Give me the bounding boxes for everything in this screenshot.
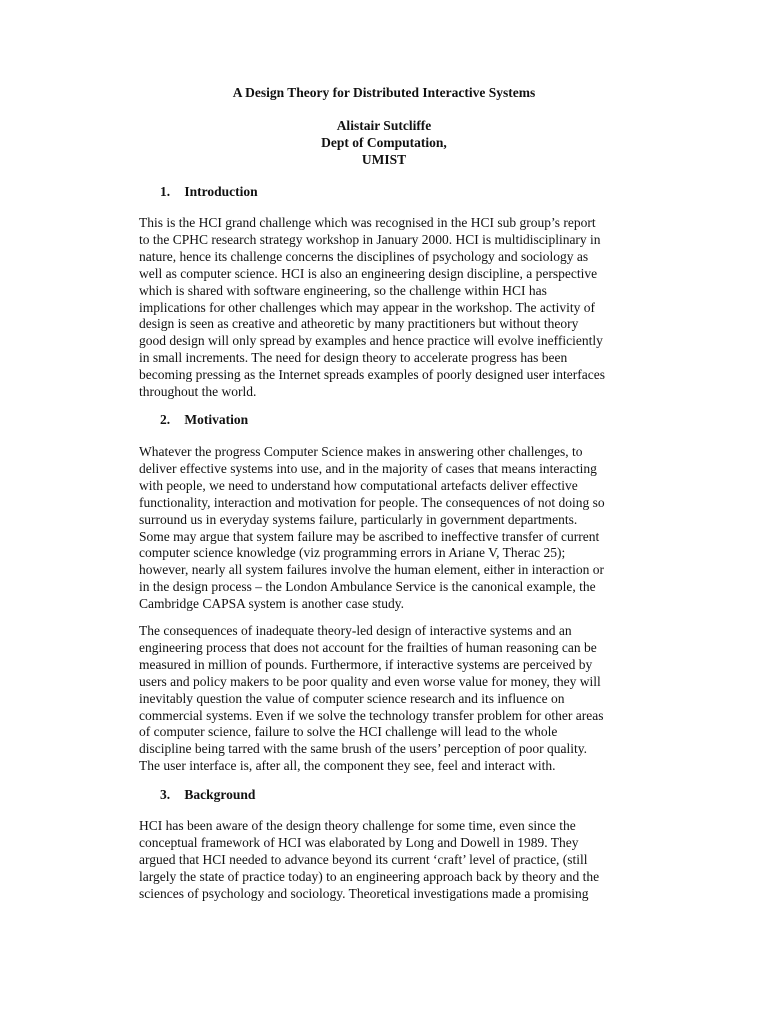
text-line: design is seen as creative and atheoretic by many practitioners but without theory <box>139 316 579 332</box>
text-line: inevitably question the value of computer science research and its influence on <box>139 690 565 706</box>
text-line: computer science knowledge (viz programming errors in Ariane V, Therac 25); <box>139 545 566 561</box>
affiliation-department: Dept of Computation, <box>321 135 447 150</box>
text-line: sciences of psychology and sociology. Theoretical investigations made a promising <box>139 885 589 901</box>
text-line: deliver effective systems into use, and in the majority of cases that means interacting <box>139 460 597 476</box>
text-line: conceptual framework of HCI was elaborated by Long and Dowell in 1989. They <box>139 834 579 850</box>
section-heading-introduction <box>160 183 258 200</box>
section-number: 2. <box>160 412 171 427</box>
text-line: throughout the world. <box>139 384 257 400</box>
text-line: commercial systems. Even if we solve the technology transfer problem for other areas <box>139 707 604 723</box>
text-line: nature, hence its challenge concerns the disciplines of psychology and sociology as <box>139 248 589 264</box>
section-heading-motivation <box>160 411 248 428</box>
text-line: discipline being tarred with the same brush of the users’ perception of poor quality. <box>139 741 587 757</box>
text-line: becoming pressing as the Internet spreads examples of poorly designed user interfaces <box>139 367 605 383</box>
section-title: Background <box>184 787 256 802</box>
text-line: measured in million of pounds. Furthermore, if interactive systems are perceived by <box>139 656 593 672</box>
section-number: 1. <box>160 184 171 199</box>
text-line: The user interface is, after all, the component they see, feel and interact with. <box>139 758 556 774</box>
motivation-paragraph-1 <box>139 444 639 613</box>
text-line: with people, we need to understand how computational artefacts deliver effective <box>139 477 578 493</box>
text-line: well as computer science. HCI is also an engineering design discipline, a perspective <box>139 265 598 281</box>
text-line: however, nearly all system failures involve the human element, either in interaction or <box>139 562 605 578</box>
text-line: This is the HCI grand challenge which was recognised in the HCI sub group’s report <box>139 215 596 230</box>
introduction-paragraph <box>139 215 639 401</box>
text-line: good design will only spread by examples and hence practice will evolve inefficiently <box>139 333 603 349</box>
document-title: A Design Theory for Distributed Interactive Systems <box>232 85 536 100</box>
text-line: The consequences of inadequate theory-led design of interactive systems and an <box>139 623 572 638</box>
text-line: HCI has been aware of the design theory challenge for some time, even since the <box>139 818 576 833</box>
section-number: 3. <box>160 787 171 802</box>
text-line: to the CPHC research strategy workshop in January 2000. HCI is multidisciplinary in <box>139 231 601 247</box>
author-name: Alistair Sutcliffe <box>336 118 432 133</box>
text-line: Whatever the progress Computer Science makes in answering other challenges, to <box>139 444 583 459</box>
text-line: implications for other challenges which may appear in the workshop. The activity of <box>139 299 595 315</box>
section-heading-background <box>160 786 255 803</box>
text-line: Some may argue that system failure may be ascribed to ineffective transfer of current <box>139 528 600 544</box>
text-line: argued that HCI needed to advance beyond its current ‘craft’ level of practice, (still <box>139 851 588 867</box>
section-title: Motivation <box>184 412 249 427</box>
text-line: surround us in everyday systems failure, particularly in government departments. <box>139 511 578 527</box>
text-line: functionality, interaction and motivation for people. The consequences of not doing so <box>139 494 605 510</box>
motivation-paragraph-2 <box>139 623 639 775</box>
text-line: which is shared with software engineering, so the challenge within HCI has <box>139 282 547 298</box>
text-line: largely the state of practice today) to an engineering approach back by theory and the <box>139 868 600 884</box>
section-title: Introduction <box>184 184 258 199</box>
text-line: in small increments. The need for design theory to accelerate progress has been <box>139 350 568 366</box>
author-block <box>0 117 768 168</box>
text-line: of computer science, failure to solve the HCI challenge will lead to the whole <box>139 724 558 740</box>
affiliation-institution: UMIST <box>361 152 407 167</box>
text-line: engineering process that does not account for the frailties of human reasoning can be <box>139 639 597 655</box>
text-line: users and policy makers to be poor quality and even worse value for money, they will <box>139 673 601 689</box>
text-line: in the design process – the London Ambulance Service is the canonical example, the <box>139 579 596 595</box>
text-line: Cambridge CAPSA system is another case study. <box>139 596 404 612</box>
background-paragraph <box>139 818 639 903</box>
